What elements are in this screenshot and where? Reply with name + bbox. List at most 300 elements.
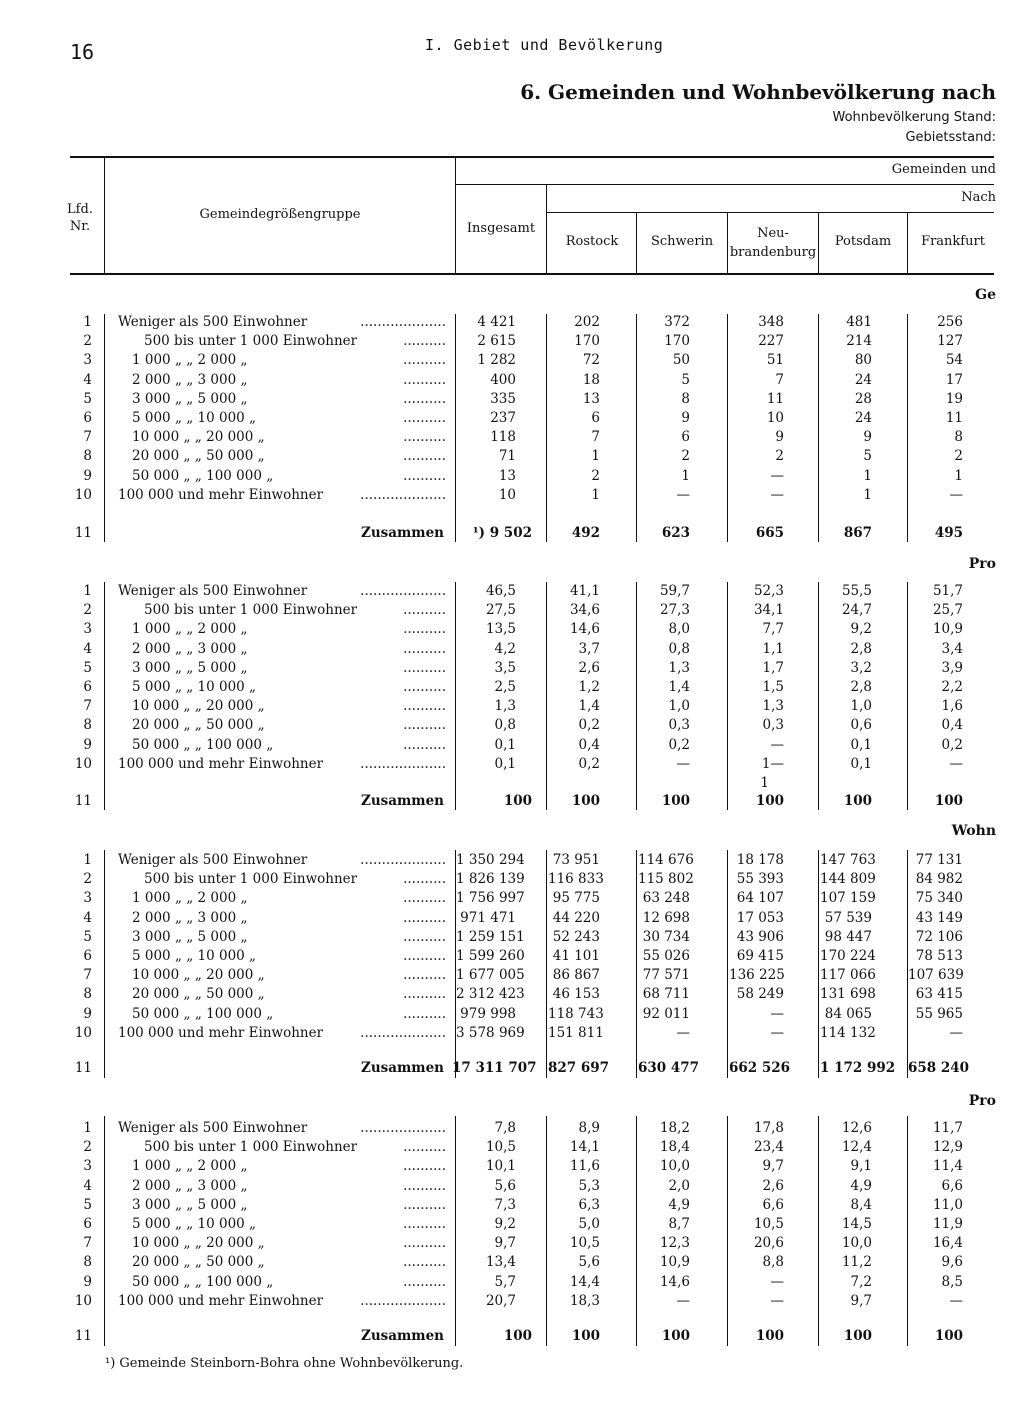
row-number: 7 — [83, 1235, 92, 1251]
cell-frankfurt: 72 106 — [915, 929, 963, 945]
cell-frankfurt: 10,9 — [932, 621, 963, 637]
cell-frankfurt: 127 — [937, 333, 963, 349]
row-label — [118, 601, 446, 620]
row-label — [118, 1273, 446, 1292]
cell-neubrandenburg: — — [770, 487, 784, 503]
table-row — [0, 1138, 1024, 1157]
row-label — [118, 371, 446, 390]
row-number: 3 — [83, 1158, 92, 1174]
cell-potsdam: 147 763 — [820, 852, 876, 868]
cell-rostock: 6,3 — [578, 1197, 600, 1213]
leader-dots: .......... — [403, 890, 446, 906]
table-row — [0, 313, 1024, 332]
row-label — [118, 409, 446, 428]
page-number: 16 — [70, 40, 95, 64]
sum-neubrandenburg: 662 526 — [729, 1060, 791, 1076]
leader-dots: .......... — [403, 1178, 446, 1194]
cell-schwerin: 0,3 — [668, 717, 690, 733]
leader-dots: .................... — [360, 314, 446, 330]
cell-frankfurt: 16,4 — [932, 1235, 963, 1251]
cell-insgesamt: 979 998 — [460, 1006, 516, 1022]
header-rule-2 — [547, 212, 994, 213]
cell-rostock: 1,2 — [578, 679, 600, 695]
cell-insgesamt: 46,5 — [485, 583, 516, 599]
cell-neubrandenburg: 20,6 — [753, 1235, 784, 1251]
header-divider — [455, 157, 456, 274]
cell-potsdam: 24 — [854, 372, 872, 388]
header-bottom-rule — [70, 273, 994, 275]
cell-neubrandenburg: 64 107 — [736, 890, 784, 906]
leader-dots: .................... — [360, 1025, 446, 1041]
section-label: Ge — [975, 287, 996, 303]
cell-potsdam: 2,8 — [850, 641, 872, 657]
sum-rostock: 492 — [571, 525, 600, 541]
row-label-text: 10 000 „ „ 20 000 „ — [132, 967, 265, 983]
cell-schwerin: 1,3 — [668, 660, 690, 676]
row-label — [118, 351, 446, 370]
row-label — [118, 640, 446, 659]
cell-potsdam: 3,2 — [850, 660, 872, 676]
sum-label: Zusammen — [361, 1060, 444, 1076]
cell-potsdam: 170 224 — [820, 948, 876, 964]
cell-potsdam: 7,2 — [850, 1274, 872, 1290]
leader-dots: .......... — [403, 1006, 446, 1022]
leader-dots: .......... — [403, 871, 446, 887]
cell-schwerin: 63 248 — [642, 890, 690, 906]
sum-insgesamt: 100 — [503, 1328, 532, 1344]
cell-potsdam: 481 — [846, 314, 872, 330]
cell-neubrandenburg: 7,7 — [762, 621, 784, 637]
cell-frankfurt: 55 965 — [915, 1006, 963, 1022]
row-label — [118, 985, 446, 1004]
table-row — [0, 409, 1024, 428]
table-row — [0, 390, 1024, 409]
cell-rostock: 72 — [582, 352, 600, 368]
table-title: 6. Gemeinden und Wohnbevölkerung nach — [520, 80, 996, 104]
row-label — [118, 909, 446, 928]
cell-rostock: 41,1 — [569, 583, 600, 599]
cell-rostock: 34,6 — [569, 602, 600, 618]
row-label — [118, 1157, 446, 1176]
cell-frankfurt: — — [949, 756, 963, 772]
cell-schwerin: 8 — [681, 391, 690, 407]
cell-rostock: 1,4 — [578, 698, 600, 714]
cell-rostock: 151 811 — [548, 1025, 604, 1041]
sum-frankfurt: 100 — [934, 1328, 963, 1344]
cell-neubrandenburg: 10,5 — [753, 1216, 784, 1232]
row-number: 1 — [83, 1120, 92, 1136]
cell-insgesamt: 4 421 — [477, 314, 516, 330]
row-label-text: 50 000 „ „ 100 000 „ — [132, 737, 274, 753]
leader-dots: .......... — [403, 717, 446, 733]
sum-row — [0, 524, 1024, 543]
table-row — [0, 678, 1024, 697]
row-label-text: 10 000 „ „ 20 000 „ — [132, 429, 265, 445]
leader-dots: .......... — [403, 372, 446, 388]
sum-label: Zusammen — [361, 1328, 444, 1344]
cell-potsdam: 14,5 — [841, 1216, 872, 1232]
cell-neubrandenburg: 69 415 — [736, 948, 784, 964]
cell-frankfurt: 2,2 — [941, 679, 963, 695]
leader-dots: .......... — [403, 468, 446, 484]
cell-frankfurt: 0,4 — [941, 717, 963, 733]
row-label — [118, 736, 446, 755]
cell-neubrandenburg: 34,1 — [753, 602, 784, 618]
row-label-text: 100 000 und mehr Einwohner — [118, 1025, 324, 1041]
leader-dots: .......... — [403, 929, 446, 945]
cell-frankfurt: 11,9 — [932, 1216, 963, 1232]
table-row — [0, 1157, 1024, 1176]
cell-insgesamt: 5,6 — [494, 1178, 516, 1194]
leader-dots: .......... — [403, 986, 446, 1002]
cell-frankfurt: 75 340 — [915, 890, 963, 906]
cell-schwerin: 9 — [681, 410, 690, 426]
cell-schwerin: 18,4 — [659, 1139, 690, 1155]
cell-insgesamt: 0,1 — [494, 756, 516, 772]
table-row — [0, 697, 1024, 716]
cell-insgesamt: 7,8 — [494, 1120, 516, 1136]
table-row — [0, 736, 1024, 755]
cell-potsdam: 84 065 — [824, 1006, 872, 1022]
cell-schwerin: 92 011 — [642, 1006, 690, 1022]
cell-frankfurt: 54 — [945, 352, 963, 368]
cell-insgesamt: 2 312 423 — [456, 986, 525, 1002]
subtitle-territory-date: Gebietsstand: — [905, 130, 996, 145]
sum-insgesamt: ¹) 9 502 — [472, 525, 532, 541]
cell-frankfurt: 8 — [954, 429, 963, 445]
row-label — [118, 1215, 446, 1234]
row-number: 3 — [83, 621, 92, 637]
cell-frankfurt: 256 — [937, 314, 963, 330]
cell-frankfurt: 11 — [945, 410, 963, 426]
cell-insgesamt: 27,5 — [485, 602, 516, 618]
sum-frankfurt: 100 — [934, 793, 963, 809]
cell-insgesamt: 3 578 969 — [456, 1025, 525, 1041]
row-label-text: 100 000 und mehr Einwohner — [118, 1293, 324, 1309]
table-row — [0, 351, 1024, 370]
row-number: 9 — [83, 1006, 92, 1022]
cell-insgesamt: 1 282 — [477, 352, 516, 368]
cell-frankfurt: 17 — [945, 372, 963, 388]
row-label-text: 1 000 „ „ 2 000 „ — [132, 1158, 248, 1174]
row-label — [118, 851, 446, 870]
cell-rostock: 1 — [591, 487, 600, 503]
cell-frankfurt: 3,4 — [941, 641, 963, 657]
table-row — [0, 928, 1024, 947]
cell-frankfurt: 25,7 — [932, 602, 963, 618]
table-row — [0, 371, 1024, 390]
row-label-text: 1 000 „ „ 2 000 „ — [132, 621, 248, 637]
cell-frankfurt: 107 639 — [908, 967, 964, 983]
leader-dots: .................... — [360, 583, 446, 599]
row-label — [118, 447, 446, 466]
row-number: 11 — [74, 793, 92, 809]
cell-schwerin: 27,3 — [659, 602, 690, 618]
cell-neubrandenburg: 11 — [766, 391, 784, 407]
cell-rostock: 14,1 — [569, 1139, 600, 1155]
row-label — [118, 1196, 446, 1215]
cell-neubrandenburg: 136 225 — [729, 967, 785, 983]
cell-schwerin: 30 734 — [642, 929, 690, 945]
row-label-text: 20 000 „ „ 50 000 „ — [132, 986, 265, 1002]
cell-rostock: 95 775 — [552, 890, 600, 906]
cell-potsdam: 9,2 — [850, 621, 872, 637]
leader-dots: .......... — [403, 391, 446, 407]
row-number: 2 — [83, 333, 92, 349]
cell-potsdam: 1 — [863, 468, 872, 484]
cell-neubrandenburg: 17 053 — [736, 910, 784, 926]
cell-rostock: 116 833 — [548, 871, 604, 887]
cell-schwerin: 14,6 — [659, 1274, 690, 1290]
cell-schwerin: 18,2 — [659, 1120, 690, 1136]
cell-insgesamt: 1 826 139 — [456, 871, 525, 887]
table-row — [0, 947, 1024, 966]
row-label-text: 20 000 „ „ 50 000 „ — [132, 717, 265, 733]
cell-schwerin: — — [676, 487, 690, 503]
cell-potsdam: 214 — [846, 333, 872, 349]
cell-potsdam: 28 — [854, 391, 872, 407]
row-label-text: 500 bis unter 1 000 Einwohner — [144, 602, 358, 618]
row-number: 1 — [83, 583, 92, 599]
cell-potsdam: 9,7 — [850, 1293, 872, 1309]
cell-neubrandenburg: 2 — [775, 448, 784, 464]
sum-potsdam: 100 — [843, 1328, 872, 1344]
row-label-text: 1 000 „ „ 2 000 „ — [132, 352, 248, 368]
leader-dots: .......... — [403, 948, 446, 964]
row-number: 10 — [74, 1293, 92, 1309]
cell-potsdam: 117 066 — [820, 967, 876, 983]
cell-insgesamt: 10,5 — [485, 1139, 516, 1155]
leader-dots: .......... — [403, 737, 446, 753]
cell-frankfurt: 3,9 — [941, 660, 963, 676]
row-number: 4 — [83, 372, 92, 388]
row-label-text: 2 000 „ „ 3 000 „ — [132, 910, 248, 926]
cell-insgesamt: 13,4 — [485, 1254, 516, 1270]
table-row — [0, 486, 1024, 505]
row-label-text: 1 000 „ „ 2 000 „ — [132, 890, 248, 906]
leader-dots: .................... — [360, 1293, 446, 1309]
cell-rostock: 52 243 — [552, 929, 600, 945]
table-row — [0, 332, 1024, 351]
table-row — [0, 889, 1024, 908]
cell-potsdam: 4,9 — [850, 1178, 872, 1194]
cell-potsdam: 98 447 — [824, 929, 872, 945]
cell-schwerin: — — [676, 1293, 690, 1309]
row-label-text: 50 000 „ „ 100 000 „ — [132, 1274, 274, 1290]
cell-rostock: 11,6 — [569, 1158, 600, 1174]
leader-dots: .......... — [403, 602, 446, 618]
cell-insgesamt: 9,7 — [494, 1235, 516, 1251]
cell-insgesamt: 0,8 — [494, 717, 516, 733]
cell-potsdam: 12,6 — [841, 1120, 872, 1136]
row-number: 7 — [83, 429, 92, 445]
cell-potsdam: 2,8 — [850, 679, 872, 695]
cell-potsdam: 24 — [854, 410, 872, 426]
cell-rostock: 1 — [591, 448, 600, 464]
row-label — [118, 870, 446, 889]
row-label-text: 10 000 „ „ 20 000 „ — [132, 698, 265, 714]
table-row — [0, 601, 1024, 620]
cell-rostock: 46 153 — [552, 986, 600, 1002]
row-label — [118, 1292, 446, 1311]
cell-neubrandenburg: 17,8 — [753, 1120, 784, 1136]
cell-potsdam: 131 698 — [820, 986, 876, 1002]
table-row — [0, 1215, 1024, 1234]
row-number: 5 — [83, 1197, 92, 1213]
sum-rostock: 100 — [571, 1328, 600, 1344]
header-divider — [546, 185, 547, 274]
sum-label: Zusammen — [361, 525, 444, 541]
cell-potsdam: 55,5 — [841, 583, 872, 599]
sum-rostock: 827 697 — [548, 1060, 610, 1076]
cell-neubrandenburg: 9,7 — [762, 1158, 784, 1174]
row-label — [118, 1138, 446, 1157]
cell-insgesamt: 1 259 151 — [456, 929, 525, 945]
row-number: 1 — [83, 314, 92, 330]
cell-rostock: 202 — [574, 314, 600, 330]
cell-frankfurt: 63 415 — [915, 986, 963, 1002]
row-number: 9 — [83, 468, 92, 484]
leader-dots: .......... — [403, 698, 446, 714]
row-label — [118, 390, 446, 409]
leader-dots: .......... — [403, 1274, 446, 1290]
row-label — [118, 1119, 446, 1138]
row-label-text: 2 000 „ „ 3 000 „ — [132, 641, 248, 657]
cell-insgesamt: 1 756 997 — [456, 890, 525, 906]
row-label-text: 50 000 „ „ 100 000 „ — [132, 1006, 274, 1022]
row-label-text: Weniger als 500 Einwohner — [118, 852, 308, 868]
cell-insgesamt: 118 — [490, 429, 516, 445]
cell-schwerin: 2 — [681, 448, 690, 464]
sum-potsdam: 1 172 992 — [820, 1060, 896, 1076]
cell-neubrandenburg: 0,3 — [762, 717, 784, 733]
cell-insgesamt: 2,5 — [494, 679, 516, 695]
cell-neubrandenburg: 58 249 — [736, 986, 784, 1002]
row-number: 3 — [83, 352, 92, 368]
cell-neubrandenburg: 8,8 — [762, 1254, 784, 1270]
cell-neubrandenburg: 23,4 — [753, 1139, 784, 1155]
cell-neubrandenburg: — — [770, 737, 784, 753]
leader-dots: .......... — [403, 1235, 446, 1251]
footnote: ¹) Gemeinde Steinborn-Bohra ohne Wohnbevölkerung. — [105, 1356, 464, 1371]
section-label: Wohn — [951, 823, 996, 839]
header-mid: Nach — [961, 190, 996, 205]
cell-rostock: 86 867 — [552, 967, 600, 983]
cell-potsdam: 10,0 — [841, 1235, 872, 1251]
subtitle-population-date: Wohnbevölkerung Stand: — [832, 110, 996, 125]
row-label-text: 3 000 „ „ 5 000 „ — [132, 660, 248, 676]
row-number: 1 — [83, 852, 92, 868]
row-number: 8 — [83, 448, 92, 464]
row-label-text: 5 000 „ „ 10 000 „ — [132, 410, 257, 426]
table-row — [0, 1234, 1024, 1253]
cell-insgesamt: 0,1 — [494, 737, 516, 753]
table-row — [0, 966, 1024, 985]
row-number: 4 — [83, 641, 92, 657]
leader-dots: .......... — [403, 621, 446, 637]
cell-potsdam: 11,2 — [841, 1254, 872, 1270]
cell-insgesamt: 1 677 005 — [456, 967, 525, 983]
cell-schwerin: 12,3 — [659, 1235, 690, 1251]
row-number: 6 — [83, 948, 92, 964]
row-label-text: 10 000 „ „ 20 000 „ — [132, 1235, 265, 1251]
cell-neubrandenburg: 348 — [758, 314, 784, 330]
cell-schwerin: 59,7 — [659, 583, 690, 599]
table-row — [0, 467, 1024, 486]
row-label-text: 2 000 „ „ 3 000 „ — [132, 372, 248, 388]
cell-potsdam: 107 159 — [820, 890, 876, 906]
sum-schwerin: 100 — [661, 793, 690, 809]
cell-potsdam: 1,0 — [850, 698, 872, 714]
cell-insgesamt: 2 615 — [477, 333, 516, 349]
cell-neubrandenburg: 9 — [775, 429, 784, 445]
cell-insgesamt: 400 — [490, 372, 516, 388]
row-number: 2 — [83, 1139, 92, 1155]
cell-schwerin: 77 571 — [642, 967, 690, 983]
row-label — [118, 755, 446, 774]
row-label — [118, 966, 446, 985]
cell-schwerin: 55 026 — [642, 948, 690, 964]
cell-insgesamt: 335 — [490, 391, 516, 407]
row-label-text: 500 bis unter 1 000 Einwohner — [144, 1139, 358, 1155]
row-label-text: 500 bis unter 1 000 Einwohner — [144, 333, 358, 349]
sum-neubrandenburg: 100 — [755, 1328, 784, 1344]
cell-frankfurt: 11,4 — [932, 1158, 963, 1174]
row-number: 8 — [83, 1254, 92, 1270]
cell-insgesamt: 237 — [490, 410, 516, 426]
header-group: Gemeindegrößengruppe — [199, 207, 361, 222]
leader-dots: .......... — [403, 1158, 446, 1174]
cell-neubrandenburg: 1— — [761, 756, 784, 772]
sum-schwerin: 100 — [661, 1328, 690, 1344]
cell-neubrandenburg: — — [770, 1025, 784, 1041]
row-label-text: Weniger als 500 Einwohner — [118, 314, 308, 330]
cell-insgesamt: 7,3 — [494, 1197, 516, 1213]
table-row — [0, 985, 1024, 1004]
sum-potsdam: 867 — [843, 525, 872, 541]
cell-insgesamt: 20,7 — [485, 1293, 516, 1309]
table-row — [0, 1177, 1024, 1196]
cell-insgesamt: 971 471 — [460, 910, 516, 926]
cell-potsdam: 0,1 — [850, 756, 872, 772]
cell-potsdam: 8,4 — [850, 1197, 872, 1213]
cell-rostock: 10,5 — [569, 1235, 600, 1251]
leader-dots: .......... — [403, 410, 446, 426]
row-number: 9 — [83, 737, 92, 753]
cell-insgesamt: 13 — [498, 468, 516, 484]
cell-rostock: 44 220 — [552, 910, 600, 926]
sum-insgesamt: 100 — [503, 793, 532, 809]
cell-schwerin: 12 698 — [642, 910, 690, 926]
cell-insgesamt: 13,5 — [485, 621, 516, 637]
cell-rostock: 5,6 — [578, 1254, 600, 1270]
table-row — [0, 659, 1024, 678]
table-row — [0, 1253, 1024, 1272]
section-label: Pro — [968, 1093, 996, 1109]
row-label — [118, 716, 446, 735]
sum-insgesamt: 17 311 707 — [452, 1060, 537, 1076]
cell-rostock: 18,3 — [569, 1293, 600, 1309]
table-row — [0, 1005, 1024, 1024]
cell-insgesamt: 9,2 — [494, 1216, 516, 1232]
stray-mark-row — [0, 774, 1024, 793]
row-number: 5 — [83, 391, 92, 407]
table-row — [0, 1292, 1024, 1311]
leader-dots: .......... — [403, 1216, 446, 1232]
cell-frankfurt: 12,9 — [932, 1139, 963, 1155]
cell-schwerin: 114 676 — [638, 852, 694, 868]
cell-potsdam: 1 — [863, 487, 872, 503]
